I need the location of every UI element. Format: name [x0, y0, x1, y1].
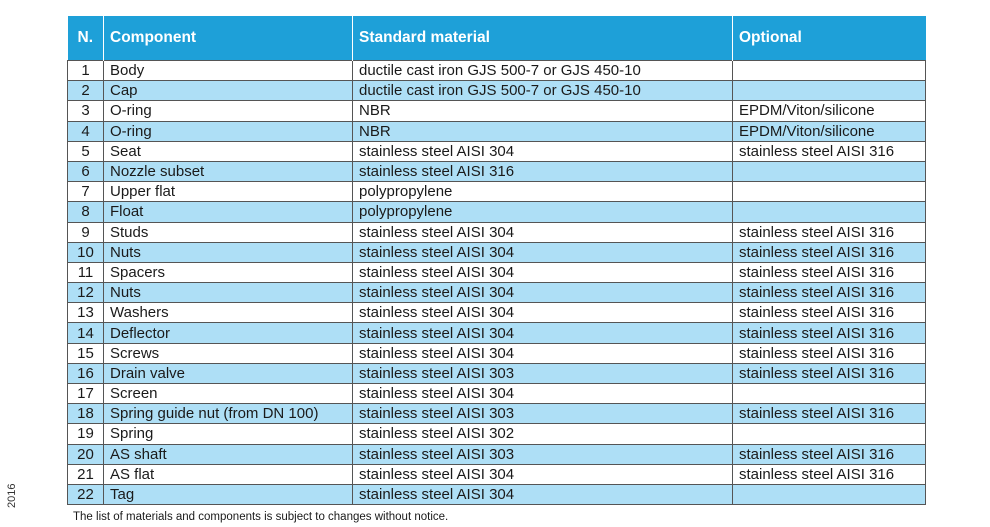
optional-material-cell: stainless steel AISI 316 [733, 242, 926, 262]
component-cell: Nozzle subset [104, 161, 353, 181]
table-row [68, 101, 926, 121]
standard-material-cell: stainless steel AISI 303 [353, 363, 733, 383]
component-cell: Screws [104, 343, 353, 363]
row-number: 2 [68, 81, 104, 101]
standard-material-cell: ductile cast iron GJS 500-7 or GJS 450-10 [353, 61, 733, 81]
optional-material-cell: stainless steel AISI 316 [733, 283, 926, 303]
table-row [68, 141, 926, 161]
row-number: 14 [68, 323, 104, 343]
row-number: 4 [68, 121, 104, 141]
table-row [68, 161, 926, 181]
table-row [68, 323, 926, 343]
table-row [68, 424, 926, 444]
standard-material-cell: stainless steel AISI 304 [353, 484, 733, 504]
header-standard-material: Standard material [353, 16, 733, 61]
standard-material-cell: stainless steel AISI 304 [353, 222, 733, 242]
optional-material-cell: stainless steel AISI 316 [733, 262, 926, 282]
header-optional: Optional [733, 16, 926, 61]
table-body [68, 61, 926, 505]
optional-material-cell: stainless steel AISI 316 [733, 464, 926, 484]
table-row [68, 182, 926, 202]
optional-material-cell [733, 182, 926, 202]
row-number: 3 [68, 101, 104, 121]
standard-material-cell: polypropylene [353, 202, 733, 222]
row-number: 9 [68, 222, 104, 242]
footnote: The list of materials and components is subject to changes without notice. [73, 511, 449, 523]
standard-material-cell: ductile cast iron GJS 500-7 or GJS 450-10 [353, 81, 733, 101]
table-row [68, 343, 926, 363]
component-cell: Nuts [104, 283, 353, 303]
row-number: 1 [68, 61, 104, 81]
component-cell: Drain valve [104, 363, 353, 383]
row-number: 22 [68, 484, 104, 504]
component-cell: Float [104, 202, 353, 222]
standard-material-cell: stainless steel AISI 303 [353, 444, 733, 464]
table-row [68, 202, 926, 222]
row-number: 6 [68, 161, 104, 181]
component-cell: Body [104, 61, 353, 81]
row-number: 15 [68, 343, 104, 363]
table-row [68, 242, 926, 262]
standard-material-cell: stainless steel AISI 304 [353, 343, 733, 363]
standard-material-cell: stainless steel AISI 304 [353, 262, 733, 282]
row-number: 12 [68, 283, 104, 303]
optional-material-cell: stainless steel AISI 316 [733, 343, 926, 363]
optional-material-cell [733, 81, 926, 101]
standard-material-cell: NBR [353, 101, 733, 121]
materials-table [67, 16, 926, 505]
row-number: 11 [68, 262, 104, 282]
table-row [68, 262, 926, 282]
row-number: 21 [68, 464, 104, 484]
component-cell: O-ring [104, 121, 353, 141]
standard-material-cell: stainless steel AISI 304 [353, 242, 733, 262]
side-year-label: 2016 [6, 483, 18, 508]
optional-material-cell: stainless steel AISI 316 [733, 323, 926, 343]
standard-material-cell: stainless steel AISI 303 [353, 404, 733, 424]
standard-material-cell: stainless steel AISI 302 [353, 424, 733, 444]
header-component: Component [104, 16, 353, 61]
standard-material-cell: NBR [353, 121, 733, 141]
optional-material-cell: stainless steel AISI 316 [733, 303, 926, 323]
row-number: 19 [68, 424, 104, 444]
table-row [68, 384, 926, 404]
table-row [68, 283, 926, 303]
component-cell: Screen [104, 384, 353, 404]
row-number: 18 [68, 404, 104, 424]
component-cell: Seat [104, 141, 353, 161]
component-cell: Spring [104, 424, 353, 444]
optional-material-cell [733, 161, 926, 181]
table-row [68, 61, 926, 81]
component-cell: AS shaft [104, 444, 353, 464]
row-number: 17 [68, 384, 104, 404]
optional-material-cell: stainless steel AISI 316 [733, 222, 926, 242]
table-row [68, 121, 926, 141]
row-number: 10 [68, 242, 104, 262]
optional-material-cell: stainless steel AISI 316 [733, 363, 926, 383]
table-row [68, 444, 926, 464]
standard-material-cell: stainless steel AISI 304 [353, 303, 733, 323]
optional-material-cell: stainless steel AISI 316 [733, 444, 926, 464]
standard-material-cell: stainless steel AISI 304 [353, 283, 733, 303]
standard-material-cell: stainless steel AISI 304 [353, 141, 733, 161]
component-cell: O-ring [104, 101, 353, 121]
optional-material-cell [733, 484, 926, 504]
table-row [68, 363, 926, 383]
component-cell: Washers [104, 303, 353, 323]
component-cell: Upper flat [104, 182, 353, 202]
row-number: 5 [68, 141, 104, 161]
optional-material-cell: stainless steel AISI 316 [733, 404, 926, 424]
table-row [68, 303, 926, 323]
table-row [68, 81, 926, 101]
table-row [68, 484, 926, 504]
standard-material-cell: polypropylene [353, 182, 733, 202]
optional-material-cell: EPDM/Viton/silicone [733, 101, 926, 121]
component-cell: Studs [104, 222, 353, 242]
standard-material-cell: stainless steel AISI 304 [353, 384, 733, 404]
component-cell: Deflector [104, 323, 353, 343]
row-number: 20 [68, 444, 104, 464]
optional-material-cell [733, 202, 926, 222]
component-cell: AS flat [104, 464, 353, 484]
optional-material-cell [733, 61, 926, 81]
table-row [68, 222, 926, 242]
component-cell: Spacers [104, 262, 353, 282]
standard-material-cell: stainless steel AISI 316 [353, 161, 733, 181]
row-number: 8 [68, 202, 104, 222]
table-row [68, 404, 926, 424]
component-cell: Cap [104, 81, 353, 101]
optional-material-cell [733, 424, 926, 444]
standard-material-cell: stainless steel AISI 304 [353, 323, 733, 343]
standard-material-cell: stainless steel AISI 304 [353, 464, 733, 484]
header-number: N. [68, 16, 104, 61]
component-cell: Tag [104, 484, 353, 504]
header-row [68, 16, 926, 61]
component-cell: Spring guide nut (from DN 100) [104, 404, 353, 424]
optional-material-cell: stainless steel AISI 316 [733, 141, 926, 161]
optional-material-cell: EPDM/Viton/silicone [733, 121, 926, 141]
optional-material-cell [733, 384, 926, 404]
table-row [68, 464, 926, 484]
row-number: 16 [68, 363, 104, 383]
row-number: 13 [68, 303, 104, 323]
component-cell: Nuts [104, 242, 353, 262]
row-number: 7 [68, 182, 104, 202]
